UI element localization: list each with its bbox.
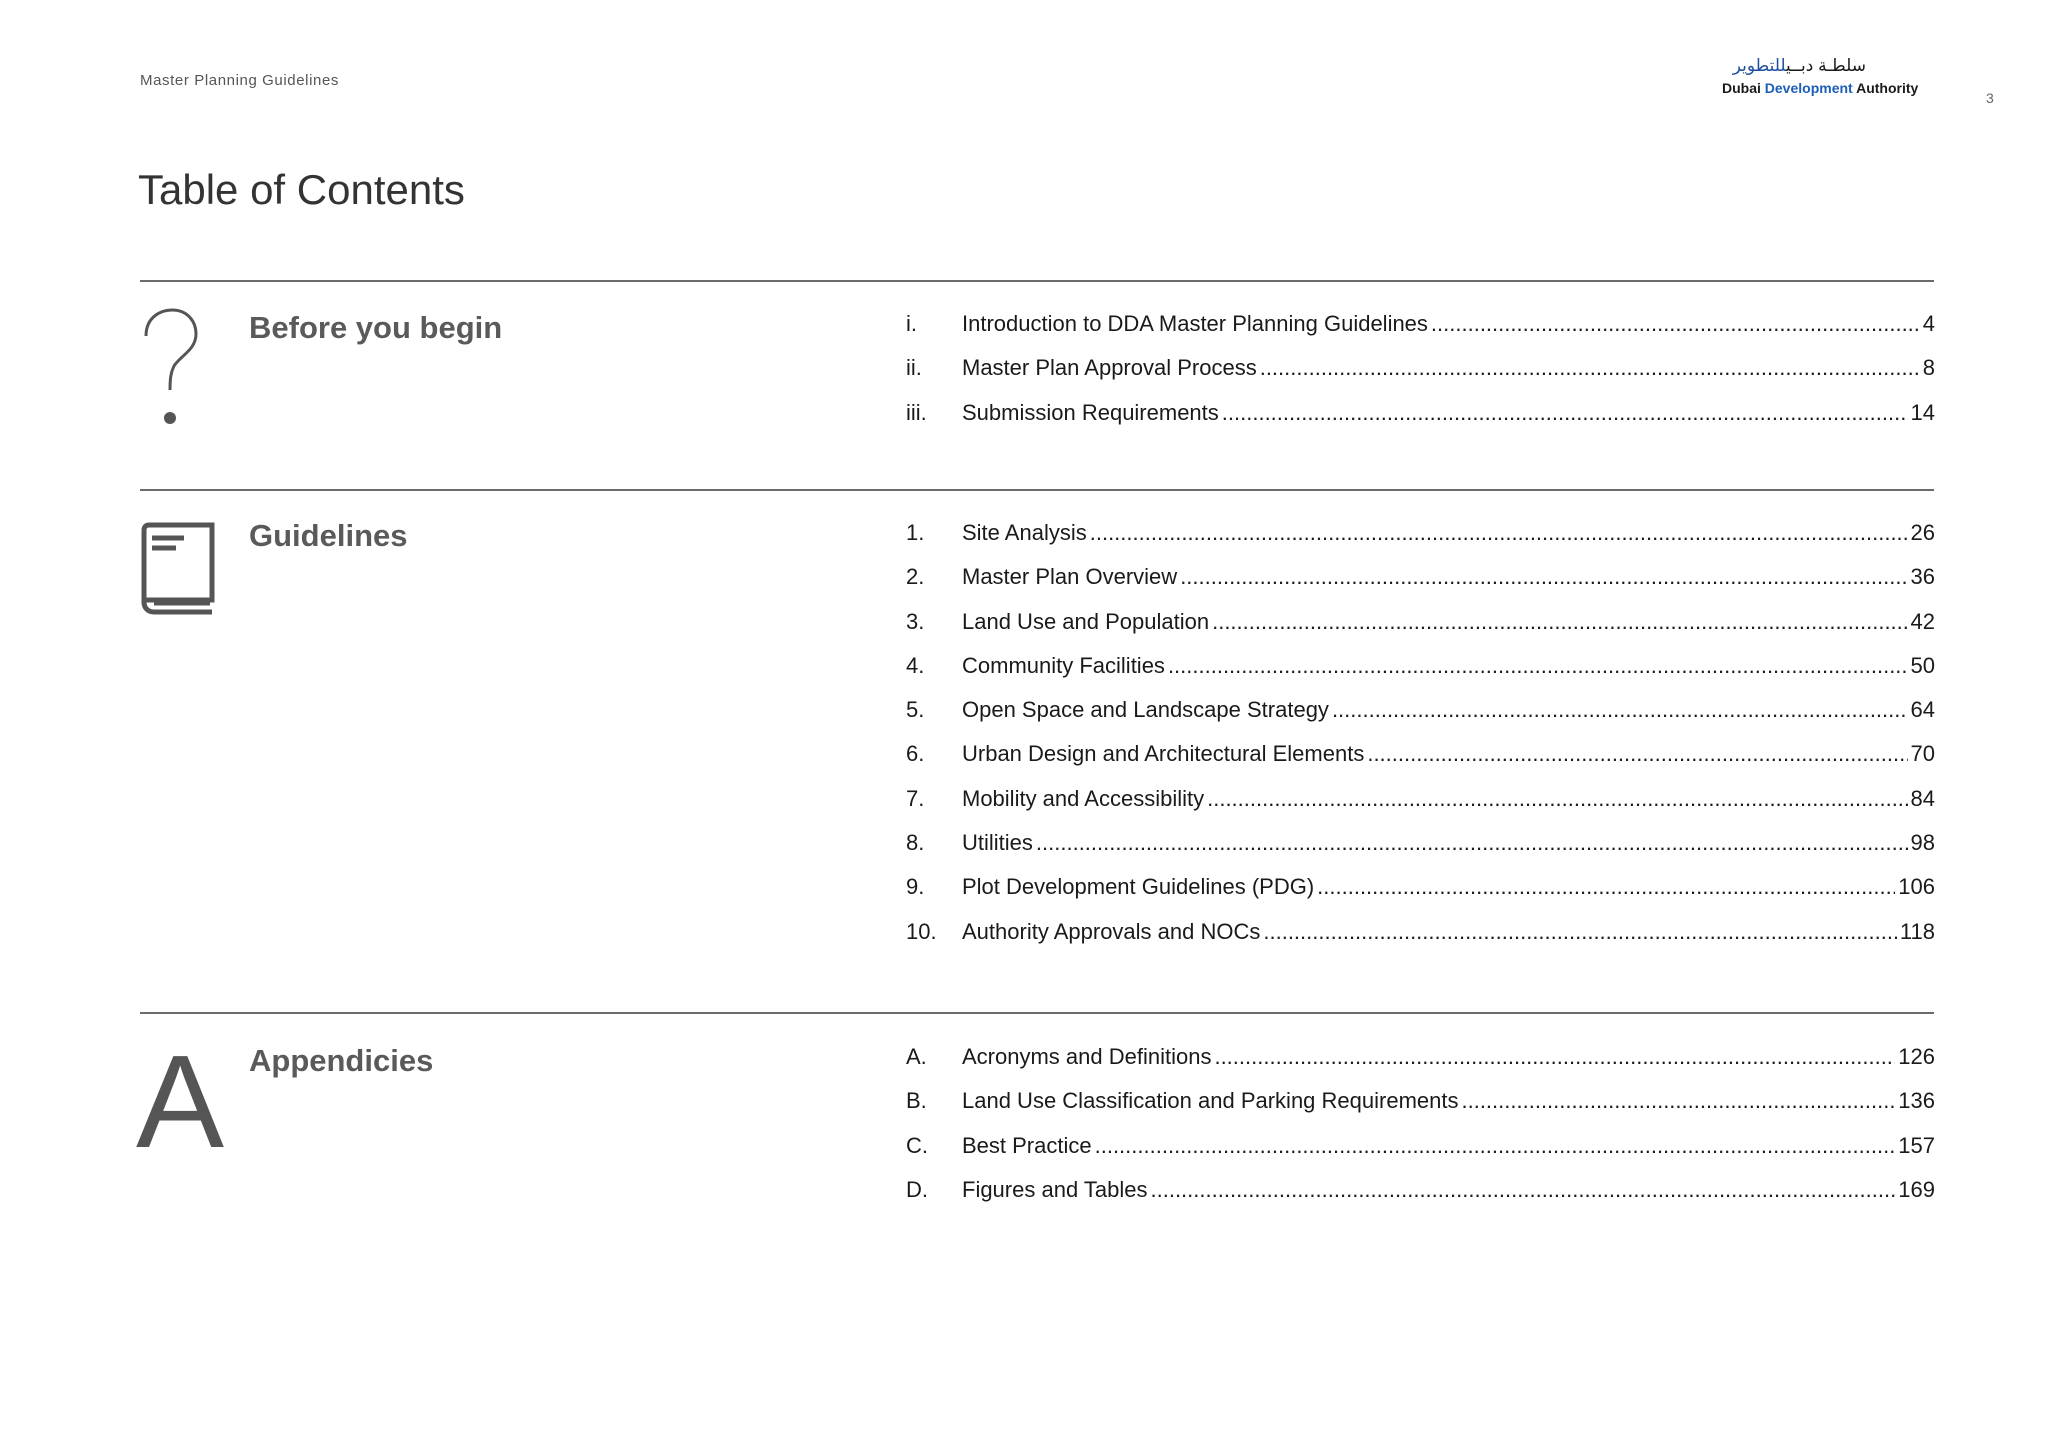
toc-entry[interactable] xyxy=(906,732,1935,776)
toc-entry-text: Introduction to DDA Master Planning Guidelines xyxy=(962,311,1428,336)
toc-entry-page: 64 xyxy=(1910,697,1935,723)
toc-list-before-you-begin xyxy=(906,302,1935,435)
toc-entry-number: 3. xyxy=(906,608,925,634)
toc-dot-leader xyxy=(1317,865,1895,909)
toc-dot-leader xyxy=(1207,777,1907,821)
toc-dot-leader xyxy=(1151,1168,1896,1212)
toc-entry-text: Urban Design and Architectural Elements xyxy=(962,741,1365,767)
toc-entry-text: Authority Approvals and NOCs xyxy=(962,918,1261,944)
page-title: Table of Contents xyxy=(138,166,465,213)
toc-dot-leader xyxy=(1431,302,1920,346)
dda-logo xyxy=(1722,56,1932,100)
toc-entry-text: Utilities xyxy=(962,830,1033,856)
toc-dot-leader xyxy=(1095,1124,1896,1168)
toc-entry-page: 70 xyxy=(1910,741,1935,767)
toc-dot-leader xyxy=(1263,910,1897,954)
toc-entry-number: 10. xyxy=(906,918,937,944)
toc-entry-text: Master Plan Overview xyxy=(962,564,1178,590)
toc-entry-page: 42 xyxy=(1910,608,1935,634)
toc-entry-page: 36 xyxy=(1910,564,1935,590)
toc-entry[interactable] xyxy=(906,910,1935,954)
toc-dot-leader xyxy=(1212,600,1907,644)
toc-entry-text: Land Use and Population xyxy=(962,608,1210,634)
toc-list-appendicies xyxy=(906,1035,1935,1212)
toc-entry-number: D. xyxy=(906,1176,928,1202)
section-title-appendicies: Appendicies xyxy=(249,1043,434,1078)
toc-entry[interactable] xyxy=(906,1168,1935,1212)
section-title-guidelines: Guidelines xyxy=(249,518,408,553)
toc-dot-leader xyxy=(1367,732,1907,776)
toc-entry-number: 5. xyxy=(906,697,925,723)
toc-entry[interactable] xyxy=(906,688,1935,732)
toc-entry[interactable] xyxy=(906,555,1935,599)
toc-entry-text: Mobility and Accessibility xyxy=(962,785,1205,811)
toc-entry-number: 1. xyxy=(906,520,925,545)
document-title: Master Planning Guidelines xyxy=(140,72,340,89)
toc-entry-text: Open Space and Landscape Strategy xyxy=(962,697,1329,723)
toc-entry-number: C. xyxy=(906,1132,928,1158)
toc-entry-page: 169 xyxy=(1898,1176,1935,1202)
toc-entry[interactable] xyxy=(906,346,1935,390)
toc-entry-number: B. xyxy=(906,1088,927,1114)
toc-entry-text: Best Practice xyxy=(962,1132,1092,1158)
question-mark-icon xyxy=(140,306,200,433)
toc-entry-text: Community Facilities xyxy=(962,652,1165,678)
section-divider xyxy=(140,280,1934,282)
toc-entry-text: Land Use Classification and Parking Requirements xyxy=(962,1088,1459,1114)
page-number: 3 xyxy=(1986,90,1994,106)
toc-entry-text: Master Plan Approval Process xyxy=(962,355,1257,381)
toc-entry-page: 136 xyxy=(1898,1088,1935,1114)
book-icon xyxy=(140,522,216,621)
toc-entry[interactable] xyxy=(906,302,1935,346)
toc-entry-number: A. xyxy=(906,1044,927,1069)
section-divider xyxy=(140,489,1934,491)
toc-entry-text: Figures and Tables xyxy=(962,1176,1148,1202)
toc-dot-leader xyxy=(1180,555,1907,599)
logo-english-text: Dubai Development Authority xyxy=(1722,80,1919,96)
toc-entry-page: 50 xyxy=(1910,652,1935,678)
toc-entry[interactable] xyxy=(906,1124,1935,1168)
toc-entry[interactable] xyxy=(906,821,1935,865)
toc-dot-leader xyxy=(1260,346,1920,390)
section-divider xyxy=(140,1012,1934,1014)
toc-entry-number: 6. xyxy=(906,741,925,767)
toc-entry-number: i. xyxy=(906,311,917,336)
toc-entry[interactable] xyxy=(906,777,1935,821)
toc-entry-page: 14 xyxy=(1910,399,1935,425)
toc-dot-leader xyxy=(1090,511,1908,555)
toc-dot-leader xyxy=(1214,1035,1895,1079)
toc-entry-page: 118 xyxy=(1899,918,1935,944)
toc-entry[interactable] xyxy=(906,600,1935,644)
toc-entry-page: 4 xyxy=(1922,311,1935,336)
toc-dot-leader xyxy=(1168,644,1908,688)
toc-entry[interactable] xyxy=(906,391,1935,435)
toc-entry-number: 2. xyxy=(906,564,925,590)
toc-entry-page: 8 xyxy=(1922,355,1935,381)
toc-dot-leader xyxy=(1036,821,1908,865)
toc-entry[interactable] xyxy=(906,511,1935,555)
toc-dot-leader xyxy=(1461,1079,1895,1123)
toc-entry-page: 84 xyxy=(1910,785,1935,811)
toc-entry-number: 4. xyxy=(906,652,925,678)
toc-entry-text: Acronyms and Definitions xyxy=(962,1044,1212,1069)
toc-entry-number: ii. xyxy=(906,355,922,381)
toc-entry-number: 8. xyxy=(906,830,925,856)
toc-entry-page: 98 xyxy=(1910,830,1935,856)
toc-entry-number: 9. xyxy=(906,874,925,900)
toc-entry-text: Plot Development Guidelines (PDG) xyxy=(962,874,1315,900)
toc-entry-text: Submission Requirements xyxy=(962,399,1219,425)
toc-entry-page: 26 xyxy=(1910,520,1935,545)
toc-entry-number: iii. xyxy=(906,399,927,425)
toc-entry-page: 126 xyxy=(1898,1044,1935,1069)
toc-entry[interactable] xyxy=(906,644,1935,688)
toc-entry-text: Site Analysis xyxy=(962,520,1087,545)
section-title-before-you-begin: Before you begin xyxy=(249,310,503,345)
toc-list-guidelines xyxy=(906,511,1935,954)
toc-dot-leader xyxy=(1222,391,1908,435)
logo-arabic-text: سلطـة دبــيللتطوير xyxy=(1732,56,1866,75)
toc-dot-leader xyxy=(1332,688,1908,732)
toc-entry[interactable] xyxy=(906,1035,1935,1079)
toc-entry[interactable] xyxy=(906,865,1935,909)
toc-entry-page: 106 xyxy=(1898,874,1935,900)
letter-a-icon: A xyxy=(136,1028,225,1175)
toc-entry-page: 157 xyxy=(1898,1132,1935,1158)
toc-entry[interactable] xyxy=(906,1079,1935,1123)
toc-entry-number: 7. xyxy=(906,785,925,811)
